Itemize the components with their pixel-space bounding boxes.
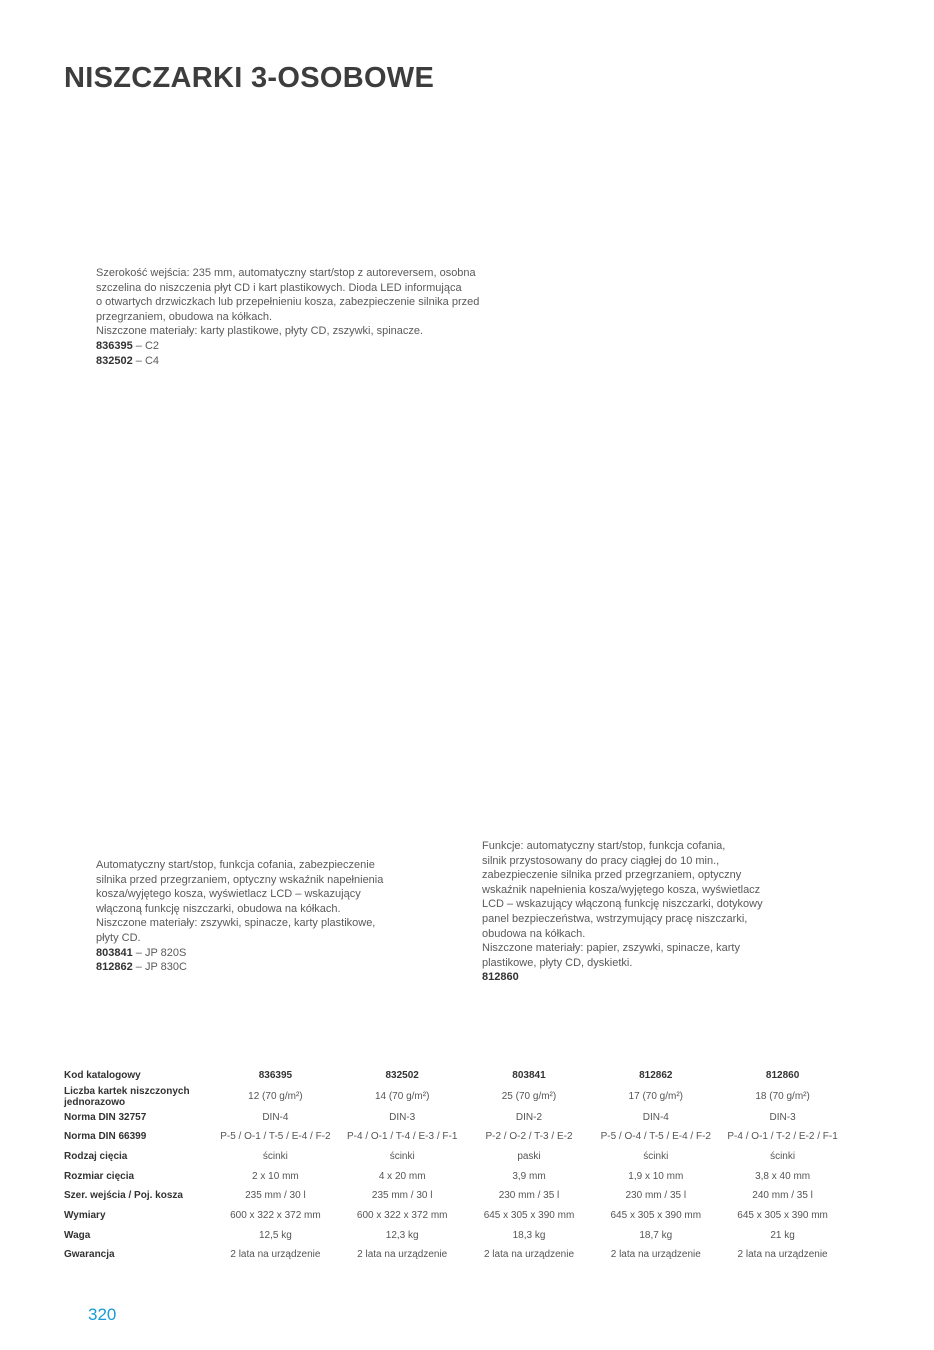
product-model: – JP 820S [135,946,187,959]
column-header: 832502 [385,1069,419,1081]
product-code: 812860 [482,971,519,984]
table-cell: 14 (70 g/m²) [374,1090,430,1102]
table-cell: 12 (70 g/m²) [248,1090,303,1102]
product-code: 803841 [96,946,133,959]
description-line: płyty CD. [96,931,141,944]
table-cell: 240 mm / 35 l [752,1190,813,1202]
table-cell: 235 mm / 30 l [371,1190,433,1202]
table-cell: 2 lata na urządzenie [483,1249,575,1261]
table-row [64,1226,846,1246]
table-row [64,1108,846,1128]
description-line: obudowa na kółkach. [482,927,586,940]
table-cell: ścinki [262,1150,288,1162]
product-code-line [96,339,501,354]
description-line: panel bezpieczeństwa, wstrzymujący pracę niszczarki, [482,912,748,925]
table-cell: 4 x 20 mm [378,1170,426,1182]
table-cell: 645 x 305 x 390 mm [737,1209,828,1221]
table-cell: 2 x 10 mm [252,1170,299,1182]
description-line: przegrzaniem, obudowa na kółkach. [96,310,273,323]
description-line: silnika przed przegrzaniem, optyczny wskaźnik napełnienia [96,873,384,886]
table-cell: P-2 / O-2 / T-3 / E-2 [485,1131,573,1143]
row-label: Rodzaj cięcia [64,1150,128,1162]
description-line: Niszczone materiały: karty plastikowe, płyty CD, zszywki, spinacze. [96,325,424,338]
table-row [64,1086,846,1108]
page-title: NISZCZARKI 3-OSOBOWE [64,62,435,94]
table-cell: DIN-4 [262,1111,289,1123]
description-line: wskaźnik napełnienia kosza/wyjętego kosza, wyświetlacz [482,883,761,896]
product-model: – C4 [135,354,160,367]
table-cell: 3,8 x 40 mm [755,1170,811,1182]
product-code-line [96,354,501,369]
table-cell: 2 lata na urządzenie [230,1249,321,1261]
row-label: Norma DIN 66399 [64,1131,147,1143]
table-cell: 645 x 305 x 390 mm [483,1209,575,1221]
product-code: 832502 [96,354,133,367]
row-label: Wymiary [64,1209,106,1221]
row-label: Rozmiar cięcia [64,1170,135,1182]
description-line: szczelina do niszczenia płyt CD i kart plastikowych. Dioda LED informująca [96,281,462,294]
table-cell: 235 mm / 30 l [245,1190,306,1202]
table-cell: 1,9 x 10 mm [628,1170,684,1182]
table-cell: 2 lata na urządzenie [610,1249,701,1261]
column-header: 836395 [258,1069,293,1081]
description-line: Niszczone materiały: zszywki, spinacze, karty plastikowe, [96,917,376,930]
column-header: 812862 [639,1069,673,1081]
table-cell: DIN-2 [515,1111,543,1123]
table-cell: 17 (70 g/m²) [628,1090,684,1102]
description-line: Funkcje: automatyczny start/stop, funkcja cofania, [482,840,726,852]
row-label: Szer. wejścia / Poj. kosza [64,1190,183,1202]
column-header: 812860 [765,1069,800,1081]
row-label: Kod katalogowy [64,1069,141,1081]
description-line: Szerokość wejścia: 235 mm, automatyczny start/stop z autoreversem, osobna [96,267,476,279]
table-cell: P-5 / O-4 / T-5 / E-4 / F-2 [600,1131,711,1143]
table-cell: P-4 / O-1 / T-4 / E-3 / F-1 [346,1131,458,1143]
table-cell: DIN-3 [769,1111,796,1123]
table-cell: 600 x 322 x 372 mm [230,1209,321,1221]
table-cell: ścinki [770,1150,796,1162]
table-cell: ścinki [389,1150,415,1162]
row-label: Waga [64,1229,91,1241]
description-line: zabezpieczenie silnika przed przegrzaniem, optyczny [482,869,742,882]
table-cell: 645 x 305 x 390 mm [610,1209,702,1221]
product-description-jp820s-jp830c [96,858,396,975]
product-code-line [482,970,777,985]
description-line: silnik przystosowany do pracy ciągłej do 10 min., [482,854,720,867]
table-cell: 18 (70 g/m²) [755,1090,810,1102]
table-cell: paski [517,1150,541,1162]
specs-table [64,1066,846,1265]
description-line: plastikowe, płyty CD, dyskietki. [482,956,633,969]
product-code-line [96,960,396,975]
table-cell: 18,7 kg [639,1229,673,1241]
row-label: Norma DIN 32757 [64,1111,147,1123]
description-line: kosza/wyjętego kosza, wyświetlacz LCD – wskazujący [96,888,361,901]
table-row [64,1246,846,1266]
table-cell: 3,9 mm [512,1170,546,1182]
table-cell: ścinki [643,1150,669,1162]
page-number: 320 [88,1305,117,1324]
table-cell: 230 mm / 35 l [498,1190,560,1202]
table-row [64,1167,846,1187]
table-cell: DIN-4 [642,1111,669,1123]
description-line: włączoną funkcję niszczarki, obudowa na kółkach. [96,902,341,915]
product-code: 836395 [96,339,133,352]
product-code-line [96,946,396,961]
table-row [64,1147,846,1167]
product-model: – C2 [135,339,160,352]
table-cell: 18,3 kg [512,1229,546,1241]
description-line: o otwartych drzwiczkach lub przepełnieniu kosza, zabezpieczenie silnika przed [96,296,480,309]
table-cell: 2 lata na urządzenie [737,1249,828,1261]
product-model: – JP 830C [135,961,187,974]
table-cell: 21 kg [770,1229,795,1241]
description-line: Automatyczny start/stop, funkcja cofania, zabezpieczenie [96,859,375,871]
table-cell: 12,3 kg [385,1229,419,1241]
table-cell: P-5 / O-1 / T-5 / E-4 / F-2 [220,1131,331,1143]
product-code: 812862 [96,961,133,974]
table-cell: DIN-3 [389,1111,416,1123]
row-label: Gwarancja [64,1249,115,1261]
table-cell: 12,5 kg [258,1229,292,1241]
table-cell: 2 lata na urządzenie [357,1249,448,1261]
table-cell: 25 (70 g/m²) [501,1090,557,1102]
table-cell: 230 mm / 35 l [625,1190,687,1202]
row-label: Liczba kartek niszczonych jednorazowo [64,1085,190,1108]
table-row [64,1206,846,1226]
table-header-row [64,1066,846,1086]
column-header: 803841 [512,1069,546,1081]
table-row [64,1186,846,1206]
product-description-c2-c4 [96,266,501,368]
table-row [64,1127,846,1147]
product-description-812860 [482,839,777,985]
description-line: Niszczone materiały: papier, zszywki, spinacze, karty [482,942,740,955]
description-line: LCD – wskazujący włączoną funkcję niszczarki, dotykowy [482,898,763,911]
table-cell: P-4 / O-1 / T-2 / E-2 / F-1 [727,1131,838,1143]
table-cell: 600 x 322 x 372 mm [356,1209,448,1221]
